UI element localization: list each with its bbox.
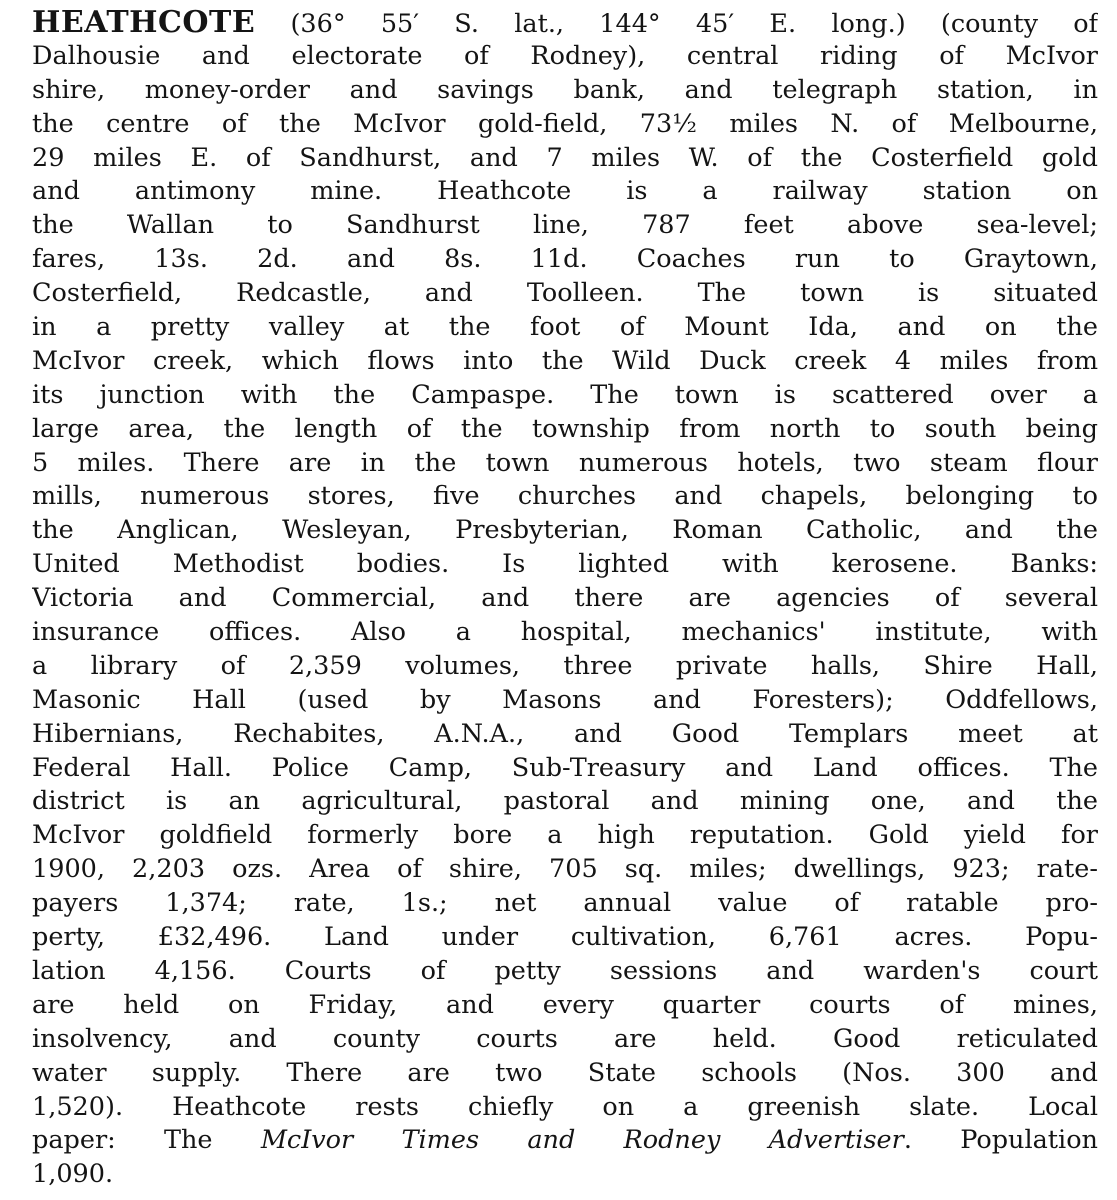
entry-line: its junction with the Campaspe. The town is scattered over a — [32, 379, 1098, 410]
entry-line: 1900, 2,203 ozs. Area of shire, 705 sq. miles; dwellings, 923; rate- — [32, 854, 1098, 885]
entry-line: are held on Friday, and every quarter courts of mines, — [32, 989, 1098, 1020]
entry-line: McIvor creek, which flows into the Wild Duck creek 4 miles from — [32, 345, 1098, 376]
entry-line: large area, the length of the township from north to south being — [32, 413, 1098, 444]
entry-line: 1,520). Heathcote rests chiefly on a greenish slate. Local — [32, 1091, 1098, 1122]
entry-line: a library of 2,359 volumes, three private halls, Shire Hall, — [32, 650, 1098, 681]
entry-line: McIvor goldfield formerly bore a high reputation. Gold yield for — [32, 820, 1098, 851]
entry-line-text: . Population — [903, 1125, 1098, 1156]
entry-line: Masonic Hall (used by Masons and Foresters); Oddfellows, — [32, 684, 1098, 715]
entry-line: insolvency, and county courts are held. Good reticulated — [32, 1023, 1098, 1054]
entry-headword: HEATHCOTE — [32, 6, 256, 40]
entry-line: 29 miles E. of Sandhurst, and 7 miles W. of the Costerfield gold — [32, 142, 1098, 173]
entry-line: Federal Hall. Police Camp, Sub-Treasury and Land offices. The — [32, 752, 1098, 783]
entry-line: shire, money-order and savings bank, and telegraph station, in — [32, 74, 1098, 105]
entry-line: district is an agricultural, pastoral and mining one, and the — [32, 786, 1098, 817]
entry-line: the Anglican, Wesleyan, Presbyterian, Roman Catholic, and the — [32, 515, 1098, 546]
entry-line: the centre of the McIvor gold-field, 73½ miles N. of Melbourne, — [32, 108, 1098, 139]
entry-line: in a pretty valley at the foot of Mount Ida, and on the — [32, 312, 1098, 343]
entry-line: water supply. There are two State schools (Nos. 300 and — [32, 1057, 1098, 1088]
entry-line: the Wallan to Sandhurst line, 787 feet above sea-level; — [32, 210, 1098, 241]
gazetteer-entry — [32, 6, 1098, 1192]
entry-line — [32, 1124, 1098, 1158]
entry-line: Dalhousie and electorate of Rodney), central riding of McIvor — [32, 40, 1098, 71]
entry-line: 1,090. — [32, 1159, 114, 1190]
entry-line: United Methodist bodies. Is lighted with kerosene. Banks: — [32, 549, 1098, 580]
entry-line: and antimony mine. Heathcote is a railway station on — [32, 176, 1098, 207]
entry-line: perty, £32,496. Land under cultivation, 6,761 acres. Popu- — [32, 922, 1098, 953]
newspaper-title: McIvor Times and Rodney Advertiser — [260, 1125, 904, 1156]
entry-line-text: paper: The — [32, 1125, 261, 1156]
entry-line: lation 4,156. Courts of petty sessions and warden's court — [32, 955, 1098, 986]
entry-line-text: (36° 55′ S. lat., 144° 45′ E. long.) (county of — [255, 9, 1098, 39]
entry-line: insurance offices. Also a hospital, mechanics' institute, with — [32, 617, 1098, 648]
entry-line: Victoria and Commercial, and there are agencies of several — [32, 583, 1098, 614]
entry-line: Costerfield, Redcastle, and Toolleen. The town is situated — [32, 278, 1098, 309]
entry-line: 5 miles. There are in the town numerous hotels, two steam flour — [32, 447, 1098, 478]
entry-line: Hibernians, Rechabites, A.N.A., and Good Templars meet at — [32, 718, 1098, 749]
entry-line: fares, 13s. 2d. and 8s. 11d. Coaches run to Graytown, — [32, 244, 1098, 275]
entry-line — [32, 6, 1098, 40]
entry-line: mills, numerous stores, five churches and chapels, belonging to — [32, 481, 1098, 512]
entry-line: payers 1,374; rate, 1s.; net annual value of ratable pro- — [32, 888, 1098, 919]
